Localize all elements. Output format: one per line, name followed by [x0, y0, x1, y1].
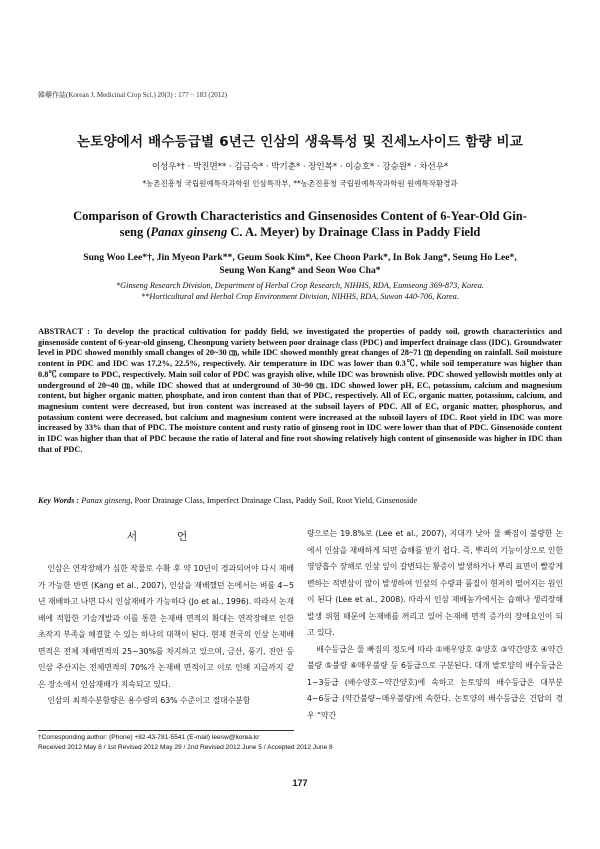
- keywords-label: Key Words :: [38, 496, 80, 505]
- journal-header: 韓藥作誌(Korean J. Medicinal Crop Sci.) 20(3) : 177 − 183 (2012): [38, 91, 228, 99]
- body-column-left: [38, 561, 294, 710]
- english-authors-line1: Sung Woo Lee*†, Jin Myeon Park**, Geum Sook Kim*, Kee Choon Park*, In Bok Jang*, Seung Ho Lee*,: [83, 252, 517, 263]
- left-paragraph-2: 인삼의 최적수분함량은 용수량의 63% 수준이고 절대수분함: [47, 696, 251, 705]
- keywords: [38, 495, 562, 506]
- english-title-part2b: C. A. Meyer) by Drainage Class in Paddy Field: [227, 225, 481, 239]
- abstract: ABSTRACT : To develop the practical cultivation for paddy field, we investigated the properties of paddy soil, growth characteristics and ginsenoside content of 6-year-old ginseng, Cheonpung variety between poor drainage class (PDC) and imperfect drainage class (IDC). Groundwater level in PDC showed monthly small changes of 20~30 ㎝, while IDC showed monthly great changes of 28~71 ㎝ depending on rainfall. Soil moisture content in PDC and IDC was 17.2%, 22.5%, respectively. Air temperature in IDC was lower than 0.3℃, while soil temperature was higher than 0.8℃ compare to PDC, respectively. Main soil color of PDC was grayish olive, while IDC was brownish olive. PDC showed yellowish mottles only at underground of 20~40 ㎝, while IDC showed that at underground of 30~90 ㎝. IDC showed lower pH, EC, potassium, calcium and magnesium content, but higher organic matter, phosphate, and iron content than that of PDC, respectively. All of EC, organic matter, potassium, calcium, and magnesium content were decreased, but iron content was increased at the subsoil layers of PDC. All of EC, organic matter, phosphorus, and potassium content were decreased, but calcium and magnesium content were increased at the subsoil layers of IDC. Root yield in IDC was more increased by 33% than that of PDC. The moisture content and rusty ratio of ginseng root in IDC were lower than that of PDC. Ginsenoside content in IDC was higher than that of PDC because the ratio of lateral and fine root showing relatively high content of ginsenoside was higher in IDC than that of PDC.: [38, 327, 562, 454]
- corresponding-author: †Corresponding author: (Phone) +82-43-781-5541 (E-mail) leesw@korea.kr: [38, 734, 260, 741]
- right-paragraph-2: 배수등급은 물 빠짐의 정도에 따라 ①배우양호 ②양호 ③약간양호 ④약간불량 ⑤불량 ⑥매우불량 등 6등급으로 구분된다. 대개 밭토양의 배수등급은 1~3등급 (배수양호~약간양호)에 속하고 논토양의 배수등급은 대부분 4~6등급 (약간불량~매우불량)에 속한다. 논토양의 배수등급은 건답의 경우 “약간: [307, 644, 563, 720]
- footnote: [38, 733, 333, 752]
- keywords-list: , Poor Drainage Class, Imperfect Drainage Class, Paddy Soil, Root Yield, Ginsenoside: [130, 496, 418, 505]
- page-number: 177: [292, 778, 308, 788]
- english-authors-line2: Seung Won Kang* and Seon Woo Cha*: [219, 265, 381, 276]
- right-paragraph-1: 량으로는 19.8%로 (Lee et al., 2007), 지대가 낮아 물 빠짐이 불량한 논에서 인삼을 재배하게 되면 습해를 받기 쉽다. 즉, 뿌리의 기능이상으로 인한 영양흡수 장해로 인삼 잎이 갈변되는 황증이 발생하거나 뿌리 표면이 빨갛게 변하는 적변삼이 많이 발생하여 인삼의 수량과 품질이 현저히 떨어지는 원인이 된다 (Lee et al., 2008). 따라서 인삼 재배농가에서는 습해나 생리장해 발생 위험 때문에 논재배를 꺼리고 있어 논재배 면적 증가의 장애요인이 되고 있다.: [307, 529, 563, 637]
- english-title-part2a: seng (: [119, 225, 151, 239]
- english-affiliation-line2: **Horticultural and Herbal Crop Environment Division, NIHHS, RDA, Suwon 440-706, Korea.: [141, 292, 459, 301]
- english-authors: [40, 251, 560, 277]
- korean-authors: 이성우*† · 박진면** · 김금숙* · 박기춘* · 장인복* · 이승호* · 강승원* · 차선우*: [151, 162, 449, 172]
- english-title-species: Panax ginseng: [150, 225, 228, 239]
- section-heading: 서 언: [126, 530, 206, 543]
- english-title: [40, 208, 560, 240]
- footnote-divider: [38, 730, 294, 731]
- english-affiliation: [40, 280, 560, 302]
- korean-affiliation: *농촌진흥청 국립원예특작과학원 인삼특작부, **농촌진흥청 국립원예특작과학원 원예특작환경과: [142, 179, 458, 188]
- english-affiliation-line1: *Ginseng Research Division, Department of Herbal Crop Research, NIHHS, RDA, Eumseong 369-873, Korea.: [116, 281, 484, 290]
- left-paragraph-1: 인삼은 연작장해가 심한 작물로 수확 후 약 10년이 경과되어야 다시 재배가 가능한 반면 (Kang et al., 2007), 인삼을 재배했던 논에서는 벼를 4~5년 재배하고 나면 다시 인삼재배가 가능하다 (Jo et al., 1996). 따라서 논재배에 적합한 기술개발과 이를 통한 논재배 면적의 확대는 연작장해로 인한 초작지 부족을 해결할 수 있는 하나의 대책이 된다. 현재 전국의 인삼 논재배 면적은 전체 재배면적의 25~30%를 차지하고 있으며, 금산, 풍기, 진안 등 인삼 주산지는 전체면적의 70%가 논재배 면적이고 이로 인해 지금까지 같은 장소에서 인삼재배가 지속되고 있다.: [38, 564, 294, 689]
- korean-title: 논토양에서 배수등급별 6년근 인삼의 생육특성 및 진세노사이드 함량 비교: [76, 134, 524, 150]
- english-title-part1: Comparison of Growth Characteristics and Ginsenosides Content of 6-Year-Old Gin-: [73, 209, 527, 223]
- received-dates: Received 2012 May 8 / 1st Revised 2012 May 29 / 2nd Revised 2012 June 5 / Accepted 2012 June 8: [38, 743, 333, 751]
- keywords-species: Panax ginseng: [81, 496, 131, 505]
- body-column-right: [307, 526, 563, 724]
